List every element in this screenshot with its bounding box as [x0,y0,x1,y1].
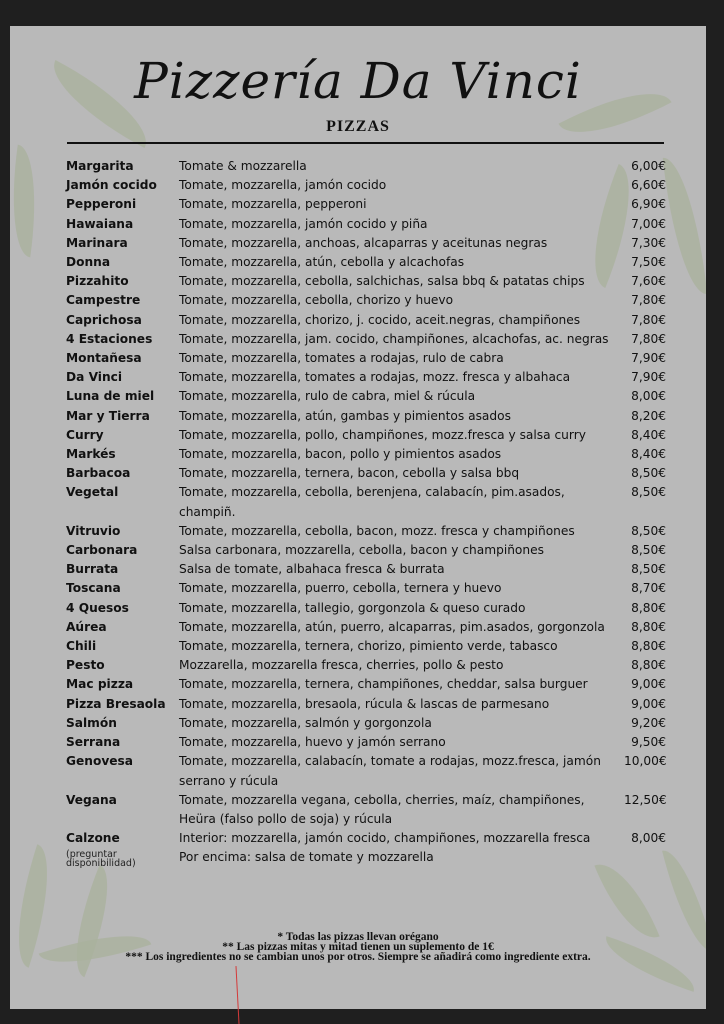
footer-note: * Todas las pizzas llevan orégano [277,931,439,943]
pizza-ingredients: Tomate, mozzarella, ternera, chorizo, pimiento verde, tabasco [179,639,558,654]
pizza-price: 8,50€ [631,543,666,558]
pizza-ingredients: Tomate, mozzarella, pepperoni [179,197,367,212]
pizza-name: 4 Quesos [66,600,129,615]
pizza-name: Pizza Bresaola [66,696,166,711]
pizza-price: 8,70€ [631,581,666,596]
pizza-name: Montañesa [66,351,142,366]
pizza-price: 7,60€ [631,274,666,289]
pizza-name: Mac pizza [66,677,134,692]
pizza-ingredients: Tomate, mozzarella, cebolla, chorizo y huevo [179,293,454,308]
pizza-name: Jamón cocido [66,178,157,193]
menu-item [66,695,666,714]
pizza-price: 6,00€ [631,159,666,173]
menu-item [66,426,666,445]
pizza-name: Da Vinci [66,370,123,385]
menu-item [66,483,666,521]
pizza-name: Salmón [66,715,117,730]
menu-page [10,26,706,1009]
pizza-price: 8,40€ [631,427,666,442]
section-heading: PIZZAS [326,118,390,135]
pizza-name: Campestre [66,293,141,308]
menu-item [66,618,666,637]
menu-item [66,387,666,406]
menu-item [66,791,666,829]
pizza-price: 8,80€ [631,658,666,673]
pizza-name: Barbacoa [66,466,131,481]
pizza-price: 8,80€ [631,600,666,615]
menu-item [66,368,666,387]
pizza-price: 8,50€ [631,466,666,481]
pizza-ingredients: Tomate, mozzarella, tallegio, gorgonzola & queso curado [179,600,526,615]
pizza-price: 12,50€ [624,792,667,807]
pizza-name: Mar y Tierra [66,408,150,423]
pizza-price: 7,90€ [631,370,666,385]
pizza-name: Curry [66,427,104,442]
pizza-name: Carbonara [66,543,138,558]
pizza-ingredients: Tomate, mozzarella, ternera, bacon, cebolla y salsa bbq [179,466,520,481]
pizza-price: 10,00€ [624,754,667,769]
pizza-ingredients: Tomate, mozzarella, jamón cocido y piña [179,216,428,231]
restaurant-title: Pizzería Da Vinci [134,52,582,110]
menu-item [66,599,666,618]
pizza-price: 8,50€ [631,562,666,577]
pizza-name: Caprichosa [66,312,142,327]
pizza-name: Luna de miel [66,389,155,404]
pizza-ingredients: Tomate, mozzarella, calabacín, tomate a rodajas, mozz.fresca, jamón serrano y rúcula [179,754,601,788]
pizza-ingredients: Tomate, mozzarella, puerro, cebolla, ternera y huevo [179,581,502,596]
menu-item [66,253,666,272]
menu-item [66,272,666,291]
pizza-name: Donna [66,255,111,270]
menu-item [66,407,666,426]
pizza-name-block [66,829,179,868]
pizza-ingredients: Tomate, mozzarella, cebolla, bacon, mozz. fresca y champiñones [179,523,575,538]
pizza-ingredients: Tomate, mozzarella, chorizo, j. cocido, aceit.negras, champiñones [179,312,581,327]
pizza-ingredients: Tomate, mozzarella, cebolla, berenjena, calabacín, pim.asados, champiñ. [179,485,565,519]
leaf-decoration-icon [663,155,706,297]
menu-item [66,675,666,694]
pizza-ingredients: Tomate & mozzarella [179,159,307,173]
pizza-ingredients: Tomate, mozzarella, salmón y gorgonzola [179,715,432,730]
pizza-name: Pesto [66,658,105,673]
pizza-name: Aúrea [66,619,107,634]
pizza-ingredients: Tomate, mozzarella, jamón cocido [179,178,387,193]
pizza-price: 7,80€ [631,331,666,346]
menu-item [66,733,666,752]
pizza-name: Hawaiana [66,216,134,231]
pizza-name: Toscana [66,581,121,596]
pizza-ingredients: Tomate, mozzarella, atún, puerro, alcaparras, pim.asados, gorgonzola [179,619,605,634]
pizza-price: 6,90€ [631,197,666,212]
pizza-price: 8,50€ [631,523,666,538]
availability-note: (preguntar disponibilidad) [66,849,136,870]
menu-item-calzone [66,829,666,868]
footer-note: *** Los ingredientes no se cambian unos por otros. Siempre se añadirá como ingrediente extra. [125,951,591,963]
menu-item [66,752,666,790]
pizza-name: Chili [66,639,97,654]
pizza-ingredients: Tomate, mozzarella, rulo de cabra, miel & rúcula [179,389,476,404]
pizza-name: 4 Estaciones [66,331,153,346]
pizza-ingredients: Tomate, mozzarella, tomates a rodajas, rulo de cabra [179,351,504,366]
pizza-ingredients: Salsa carbonara, mozzarella, cebolla, bacon y champiñones [179,543,544,558]
menu-item [66,656,666,675]
pizza-ingredients: Tomate, mozzarella, ternera, champiñones, cheddar, salsa burguer [179,677,588,692]
pizza-name: Burrata [66,562,119,577]
menu-item [66,349,666,368]
footer-note: ** Las pizzas mitas y mitad tienen un suplemento de 1€ [222,941,494,953]
leaf-decoration-icon [10,145,46,258]
menu-item [66,291,666,310]
pizza-price: 8,50€ [631,485,666,500]
pizza-price: 9,00€ [631,696,666,711]
menu-item [66,215,666,234]
pizza-ingredients: Tomate, mozzarella, atún, gambas y pimientos asados [179,408,511,423]
pizza-ingredients: Tomate, mozzarella, jam. cocido, champiñones, alcachofas, ac. negras [179,331,609,346]
pizza-price: 6,60€ [631,178,666,193]
pizza-name: Markés [66,447,116,462]
pizza-name: Vegetal [66,485,119,500]
menu-item [66,176,666,195]
pizza-ingredients: Tomate, mozzarella, bresaola, rúcula & lascas de parmesano [179,696,550,711]
menu-item [66,464,666,483]
pizza-price: 7,50€ [631,255,666,270]
pizza-ingredients: Tomate, mozzarella, huevo y jamón serrano [179,735,446,750]
pizza-price: 8,80€ [631,619,666,634]
menu-item [66,579,666,598]
pizza-price: 7,80€ [631,312,666,327]
pizza-ingredients: Tomate, mozzarella, bacon, pollo y pimientos asados [179,447,502,462]
menu-item [66,234,666,253]
pizza-name: Marinara [66,235,128,250]
menu-item [66,714,666,733]
pizza-ingredients: Tomate, mozzarella, anchoas, alcaparras y aceitunas negras [179,235,548,250]
pizza-price: 8,20€ [631,408,666,423]
menu-item [66,637,666,656]
pizza-ingredients: Tomate, mozzarella, tomates a rodajas, mozz. fresca y albahaca [179,370,571,385]
pizza-name: Vegana [66,792,117,807]
menu-item [66,541,666,560]
calzone-interior: Interior: mozzarella, jamón cocido, champiñones, mozzarella fresca [179,831,591,846]
divider [67,142,664,144]
pizza-price: 9,00€ [631,677,666,692]
pizza-price: 7,30€ [631,235,666,250]
pizza-price: 7,90€ [631,351,666,366]
pizza-price: 9,50€ [631,735,666,750]
menu-item [66,445,666,464]
pizza-ingredients: Tomate, mozzarella vegana, cebolla, cherries, maíz, champiñones, Heüra (falso pollo de soja) y rúcula [179,792,585,826]
pizza-name: Serrana [66,735,121,750]
pizza-ingredients: Tomate, mozzarella, pollo, champiñones, mozz.fresca y salsa curry [179,427,586,442]
calzone-topping: Por encima: salsa de tomate y mozzarella [179,850,434,865]
pizza-price: 8,00€ [631,389,666,404]
menu-item [66,560,666,579]
menu-item [66,311,666,330]
pizza-name: Vitruvio [66,523,121,538]
menu-item [66,195,666,214]
pizza-price: 8,40€ [631,447,666,462]
pizza-ingredients [179,829,624,867]
pizza-menu-list [66,157,666,868]
menu-item [66,157,666,176]
footer-notes [10,932,706,962]
pizza-ingredients: Mozzarella, mozzarella fresca, cherries, pollo & pesto [179,658,504,673]
pizza-price: 8,80€ [631,639,666,654]
pizza-name: Genovesa [66,754,134,769]
pizza-price: 9,20€ [631,715,666,730]
menu-item [66,522,666,541]
pizza-price: 8,00€ [631,831,666,846]
pizza-ingredients: Tomate, mozzarella, cebolla, salchichas, salsa bbq & patatas chips [179,274,585,289]
pizza-price: 7,80€ [631,293,666,308]
pizza-name: Calzone [66,831,120,846]
pizza-name: Pepperoni [66,197,137,212]
pizza-ingredients: Tomate, mozzarella, atún, cebolla y alcachofas [179,255,465,270]
pizza-ingredients: Salsa de tomate, albahaca fresca & burrata [179,562,445,577]
pizza-name: Margarita [66,159,134,173]
pizza-name: Pizzahito [66,274,129,289]
menu-item [66,330,666,349]
pizza-price: 7,00€ [631,216,666,231]
